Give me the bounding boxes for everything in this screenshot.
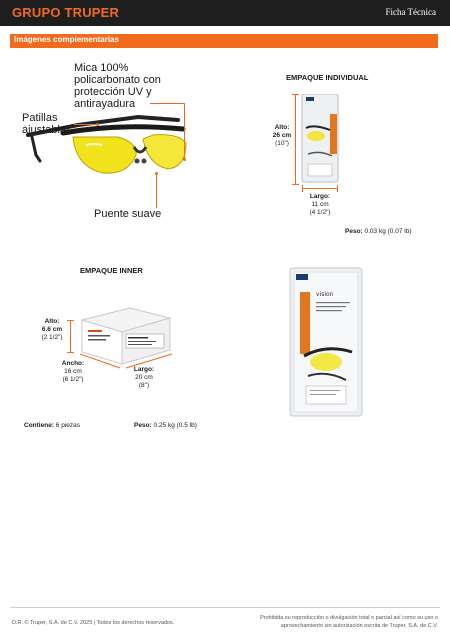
inner-width-cm: 16 cm <box>64 368 82 375</box>
inner-height-in: (2 1/2") <box>41 334 63 341</box>
callout-bridge-line <box>156 174 157 208</box>
inner-width-dims <box>58 360 88 384</box>
callout-lens-line-h <box>150 103 184 104</box>
individual-pack-title: EMPAQUE INDIVIDUAL <box>286 73 369 82</box>
inner-length-dims <box>128 366 160 390</box>
footer-notice-line2: aprovechamiento sin autorización escrita de Truper, S.A. de C.V. <box>280 623 438 629</box>
individual-length-line <box>302 188 338 189</box>
callout-lens-dot <box>183 158 186 161</box>
callout-bridge: Puente suave <box>94 208 162 220</box>
inner-contains-label: Contiene: <box>24 422 54 429</box>
section-title: Imágenes complementarias <box>14 35 119 44</box>
individual-weight-label: Peso: <box>345 228 363 235</box>
package-brand-tag: vision <box>316 291 334 298</box>
callout-lens: Mica 100% policarbonato con protección UV y antirayadura <box>74 62 161 110</box>
inner-width-in: (6 1/2") <box>62 376 84 383</box>
inner-pack-title: EMPAQUE INNER <box>80 266 143 275</box>
callout-temples-dot <box>96 123 99 126</box>
header-bar <box>0 0 450 26</box>
individual-height-cap-bottom <box>292 184 299 185</box>
individual-length-cap-left <box>302 185 303 192</box>
individual-height-cap-top <box>292 94 299 95</box>
inner-height-line <box>70 320 71 352</box>
footer-notice-line1: Prohibida su reproducción o divulgación total o parcial así como su uso o <box>260 615 438 621</box>
section-header <box>10 34 438 48</box>
callout-temples: Patillas ajustables <box>22 112 72 136</box>
individual-length-label: Largo: <box>309 193 331 200</box>
footer-notice <box>238 614 438 630</box>
individual-weight-value: 0.03 kg (0.07 lb) <box>364 228 412 235</box>
brand-logo: GRUPO TRUPER <box>12 5 120 20</box>
inner-length-label: Largo: <box>133 366 155 373</box>
individual-length-dims <box>302 193 338 217</box>
inner-height-label: Alto: <box>44 318 60 325</box>
package-photo <box>286 266 366 418</box>
individual-height-cm: 26 cm <box>272 132 292 139</box>
footer-copyright: D.R. © Truper, S.A. de C.V. 2025 | Todos los derechos reservados. <box>12 620 175 626</box>
individual-height-in: (10") <box>275 140 289 147</box>
inner-height-cm: 6.6 cm <box>41 326 63 333</box>
inner-contains <box>24 422 80 429</box>
individual-length-cm: 11 cm <box>311 201 329 208</box>
individual-length-cap-right <box>337 185 338 192</box>
inner-contains-value: 6 piezas <box>55 422 81 429</box>
callout-temples-line <box>74 124 96 125</box>
inner-height-dims <box>38 318 66 342</box>
inner-height-cap-bottom <box>67 352 74 353</box>
individual-weight <box>345 228 412 235</box>
individual-height-dims <box>268 124 296 148</box>
inner-weight <box>134 422 197 429</box>
document-type: Ficha Técnica <box>385 7 436 17</box>
inner-length-in: (8") <box>138 382 150 389</box>
callout-lens-line-v <box>184 103 185 159</box>
inner-weight-value: 0.25 kg (0.5 lb) <box>153 422 197 429</box>
individual-pack-image <box>300 94 342 184</box>
inner-height-cap-top <box>67 320 74 321</box>
individual-length-in: (4 1/2") <box>309 209 331 216</box>
footer-divider <box>10 607 440 608</box>
callout-bridge-dot <box>155 172 158 175</box>
inner-width-label: Ancho: <box>61 360 85 367</box>
inner-length-cm: 20 cm <box>135 374 153 381</box>
inner-weight-label: Peso: <box>134 422 152 429</box>
individual-height-label: Alto: <box>274 124 290 131</box>
